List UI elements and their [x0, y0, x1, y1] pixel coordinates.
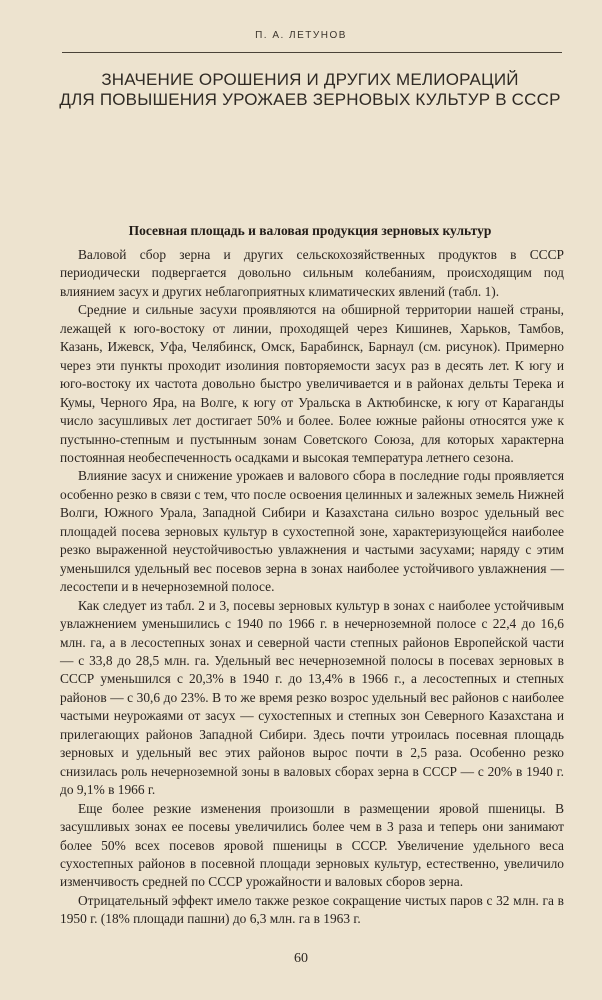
paragraph: Как следует из табл. 2 и 3, посевы зерновых культур в зонах с наиболее устойчивым увлажнением уменьшились с 1940 по 1966 г. в нечерноземной полосе с 22,4 до 16,6 млн. га, а в лесостепных зонах и северной части степных районов Европейской части — с 33,8 до 28,5 млн. га. Удельный вес нечерноземной полосы в посевах зерновых в СССР уменьшился с 20,3% в 1940 г. до 13,4% в 1966 г., а лесостепных и степных районов — с 30,6 до 23%. В то же время резко возрос удельный вес районов с наиболее частыми неурожаями от засух — сухостепных и степных зон Северного Казахстана и прилегающих районов Западной Сибири. Здесь почти утроилась посевная площадь зерновых и удельный вес этих районов вырос почти в 2,5 раза. Особенно резко снизилась роль нечерноземной зоны в валовых сборах зерна в СССР — с 20% в 1940 г. до 9,1% в 1966 г.: [60, 597, 564, 798]
paragraph: Средние и сильные засухи проявляются на обширной территории нашей страны, лежащей к юго-востоку от линии, проходящей через Кишинев, Харьков, Тамбов, Казань, Ижевск, Уфа, Челябинск, Омск, Барабинск, Барнаул (см. рисунок). Примерно через эти пункты проходит изолиния повторяемости засух раз в десять лет. К югу и юго-востоку их частота довольно быстро увеличивается и в районах дельты Терека и Кумы, Черного Яра, на Волге, к югу от Уральска в Актюбинске, к югу от Караганды число засушливых лет достигает 50% и более. Более южные районы относятся уже к пустынно-степным и пустынным зонам Советского Союза, для которых характерна постоянная необеспеченность осадками и высокая температура летнего сезона.: [60, 302, 564, 465]
article-title-line-1: ЗНАЧЕНИЕ ОРОШЕНИЯ И ДРУГИХ МЕЛИОРАЦИЙ: [101, 70, 519, 89]
paragraph: Еще более резкие изменения произошли в размещении яровой пшеницы. В засушливых зонах ее посевы увеличились более чем в 3 раза и теперь они занимают более 50% всех посевов яровой пшеницы в СССР. Увеличение удельного веса сухостепных районов в посевной площади зерновых культур, естественно, увеличило изменчивость средней по СССР урожайности и валовых сборов зерна.: [60, 800, 564, 890]
paragraph: Отрицательный эффект имело также резкое сокращение чистых паров с 32 млн. га в 1950 г. (18% площади пашни) до 6,3 млн. га в 1963 г.: [60, 892, 564, 927]
paragraph: Влияние засух и снижение урожаев и валового сбора в последние годы проявляется особенно резко в связи с тем, что после освоения целинных и залежных земель Нижней Волги, Южного Урала, Западной Сибири и Казахстана сильно возрос удельный вес площадей посева зерновых культур в сухостепной зоне, характеризующейся наиболее резко выраженной неустойчивостью увлажнения и частыми засухами; наряду с этим уменьшился удельный вес посевов зерна в зонах наиболее устойчивого увлажнения — лесостепи и в нечерноземной полосе.: [60, 468, 564, 595]
running-head: П. А. ЛЕТУНОВ: [255, 30, 347, 41]
article-title: [40, 70, 580, 110]
section-heading: Посевная площадь и валовая продукция зерновых культур: [128, 223, 492, 238]
paragraph: Валовой сбор зерна и других сельскохозяйственных продуктов в СССР периодически подвергается довольно сильным колебаниям, происходящим под влиянием засух и других неблагоприятных климатических явлений (табл. 1).: [60, 247, 564, 299]
header-rule: [62, 52, 562, 53]
body-text: [60, 246, 564, 929]
page-number: 60: [294, 951, 308, 966]
article-title-line-2: ДЛЯ ПОВЫШЕНИЯ УРОЖАЕВ ЗЕРНОВЫХ КУЛЬТУР В СССР: [59, 90, 561, 109]
